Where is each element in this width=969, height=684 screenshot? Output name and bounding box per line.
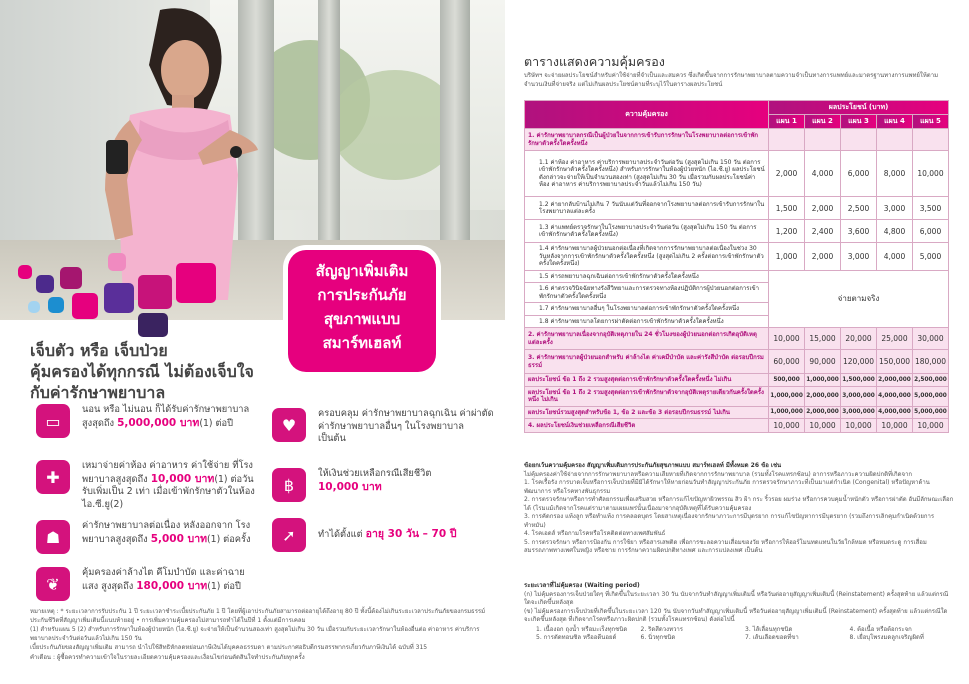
- table-cell-value: 5,000,000: [912, 406, 948, 419]
- table-row: 3. ค่ารักษาพยาบาลผู้ป่วยนอกสำหรับ ค่าล้างไต ค่าเคมีบำบัด และค่ารังสีบำบัด ต่อรอบปีกรมธรรม์ 60,000 90,000 120,000 150,000 180,000: [525, 350, 949, 374]
- table-cell-value: 5,000,000: [912, 386, 948, 406]
- footnotes: [30, 608, 500, 663]
- table-cell-value: 150,000: [877, 350, 913, 374]
- benefit-item: ▭ นอน หรือ ไม่นอน ก็ได้รับค่ารักษาพยาบาล สูงสุดถึง 5,000,000 บาท(1) ต่อปี: [36, 404, 256, 438]
- exclusions: [524, 462, 954, 556]
- table-cell-value: 10,000: [877, 419, 913, 433]
- table-row: 1.3 ค่าแพทย์ตรวจรักษาในโรงพยาบาลประจำวันต่อวัน (สูงสุดไม่เกิน 150 วัน ต่อการเข้าพักรักษาตัวครั้งใดครั้งหนึ่ง) 1,200 2,400 3,600 4,800 6,000: [525, 220, 949, 243]
- table-cell-value: 2,000,000: [805, 406, 841, 419]
- table-row: 1.8 ค่ารักษาพยาบาลโดยการผ่าตัดต่อการเข้าพักรักษาตัวครั้งใดครั้งหนึ่ง: [525, 315, 949, 328]
- table-cell-value: 20,000: [841, 328, 877, 350]
- exclusions-title: ข้อยกเว้นความคุ้มครอง สัญญาเพิ่มเติมการประกันภัยสุขภาพแบบ สมาร์ทเฮลท์ มีทั้งหมด 26 ข้อ เช่น: [524, 462, 782, 469]
- exclusion-item: ไม่คุ้มครองค่าใช้จ่ายจากการรักษาพยาบาลหรือความเสียหายที่เกิดจากการรักษาพยาบาล (รวมทั้งโรคแทรกซ้อน) อาการหรือภาวะความผิดปกติที่เกิดจาก: [524, 470, 913, 478]
- table-cell-value: 15,000: [805, 328, 841, 350]
- table-cell-value: 25,000: [877, 328, 913, 350]
- bubble-line: สุขภาพแบบ: [323, 310, 401, 328]
- list-item: 8. เยื่อบุโพรงมดลูกเจริญผิดที่: [849, 634, 924, 641]
- hospital-bed-icon: ▭: [36, 404, 70, 438]
- table-cell-value: 3,000: [841, 243, 877, 271]
- table-cell-value: 10,000: [841, 419, 877, 433]
- table-cell-value: 4,000,000: [877, 406, 913, 419]
- table-cell-value: 2,000: [769, 151, 805, 197]
- benefit-item: ➚ ทำได้ตั้งแต่ อายุ 30 วัน – 70 ปี: [272, 518, 494, 552]
- product-name-bubble: [288, 250, 436, 372]
- table-row: 1. ค่ารักษาพยาบาลกรณีเป็นผู้ป่วยในจากการเข้ารับการรักษาในโรงพยาบาลต่อการเข้าพักรักษาตัวครั้งใดครั้งหนึ่ง: [525, 129, 949, 151]
- table-row: 4. ผลประโยชน์เงินช่วยเหลือกรณีเสียชีวิต 10,000 10,000 10,000 10,000 10,000: [525, 419, 949, 433]
- plan-header: แผน 3: [841, 115, 877, 129]
- page-headline: [30, 340, 295, 403]
- table-cell-value: 1,500,000: [841, 374, 877, 387]
- table-cell-value: 2,500,000: [912, 374, 948, 387]
- table-cell-value: 120,000: [841, 350, 877, 374]
- table-cell-value: 10,000: [769, 419, 805, 433]
- table-row: ผลประโยชน์ ข้อ 1 ถึง 2 รวมสูงสุดต่อการเข้าพักรักษาตัวจากอุบัติเหตุรายเดียวกันครั้งใดครั้งหนึ่ง ไม่เกิน 1,000,000 2,000,000 3,000,000 4,000,000 5,000,000: [525, 386, 949, 406]
- table-row: 1.7 ค่ารักษาพยาบาลอื่นๆ ในโรงพยาบาลต่อการเข้าพักรักษาตัวครั้งใดครั้งหนึ่ง: [525, 303, 949, 316]
- exclusion-item: 3. การคัดกรอง แท้งลูก หรือทำแท้ง การคลอดบุตร โดยสาเหตุเนื่องจากรักษาภาวะการมีบุตรยาก การแก้ไขปัญหาการมีบุตรยาก (รวมถึงการเลิกคุมกำเนิดด้วยการทำหมัน): [524, 513, 935, 529]
- column-header-benefit: ผลประโยชน์ (บาท): [769, 101, 949, 115]
- coverage-title: ตารางแสดงความคุ้มครอง: [524, 54, 665, 69]
- decorative-tiles: [8, 245, 268, 335]
- exclusion-item: 2. การตรวจรักษาหรือการทำศัลยกรรมเพื่อเสริมสวย หรือการแก้ไขปัญหาผิวพรรณ สิว ฝ้า กระ ริ้วรอย ผมร่วง หรือการควบคุมน้ำหนักตัว หรือการผ่าตัด อันมีลักษณะเลือกได้ (โรมแม้เกิดจากโรคแต่รามาตามเผยแพร่นั้นเนื่องมาจากอุบัติเหตุที่ได้รับความคุ้มครอง: [524, 496, 954, 512]
- table-cell-value: 1,500: [769, 197, 805, 220]
- person-stretcher-icon: ☗: [36, 520, 70, 554]
- table-row: 1.1 ค่าห้อง ค่าอาหาร ค่าบริการพยาบาลประจำวันต่อวัน (สูงสุดไม่เกิน 150 วัน ต่อการเข้าพักรักษาตัวครั้งใดครั้งหนึ่ง) สำหรับการรักษาในห้องผู้ป่วยหนัก (ไอ.ซี.ยู) ผลประโยชน์ดังกล่าวจะจ่ายให้เป็นจำนวนสองเท่า (สูงสุดไม่เกิน 30 วัน เมื่อรวมกับผลประโยชน์ค่าห้อง ค่าอาหาร ค่าบริการพยาบาลประจำวันแล้วไม่เกิน 150 วัน) 2,000 4,000 6,000 8,000 10,000: [525, 151, 949, 197]
- table-row: 1.4 ค่ารักษาพยาบาลผู้ป่วยนอกต่อเนื่องที่เกิดจากการรักษาพยาบาลต่อเนื่องในช่วง 30 วันหลังจากการเข้าพักรักษาตัวครั้งใดครั้งหนึ่ง (สูงสุดไม่เกิน 2 ครั้งต่อการเข้าพักรักษาตัวครั้งใดครั้งหนึ่ง) 1,000 2,000 3,000 4,000 5,000: [525, 243, 949, 271]
- table-cell-value: 3,000,000: [841, 406, 877, 419]
- list-item: 1. เนื้องอก ถุงน้ำ หรือมะเร็งทุกชนิด: [536, 625, 628, 633]
- table-cell-value: 3,000: [877, 197, 913, 220]
- table-cell-value: 4,000,000: [877, 386, 913, 406]
- table-row: 1.2 ค่ายากลับบ้านไม่เกิน 7 วันนับแต่วันที่ออกจากโรงพยาบาลต่อการเข้ารับการรักษาในโรงพยาบาลแต่ละครั้ง 1,500 2,000 2,500 3,000 3,500: [525, 197, 949, 220]
- actual-cost-cell: จ่ายตามจริง: [769, 270, 949, 328]
- coverage-table: [524, 100, 949, 433]
- benefit-item: ♥ ครอบคลุม ค่ารักษาพยาบาลฉุกเฉิน ค่าผ่าตัด ค่ารักษาพยาบาลอื่นๆ ในโรงพยาบาล เป็นต้น: [272, 408, 494, 446]
- column-header-coverage: ความคุ้มครอง: [525, 101, 769, 129]
- table-cell-value: 3,000,000: [841, 386, 877, 406]
- table-cell-value: 10,000: [912, 151, 948, 197]
- table-cell-value: 3,600: [841, 220, 877, 243]
- table-cell-value: 2,000,000: [877, 374, 913, 387]
- list-item: 2. ริดสีดวงทวาร: [640, 625, 684, 633]
- plan-header: แผน 1: [769, 115, 805, 129]
- table-row: 1.6 ค่าตรวจวินิจฉัยทางรังสีวิทยาและการตรวจทางห้องปฏิบัติการผู้ป่วยนอกต่อการเข้าพักรักษาตัวครั้งใดครั้งหนึ่ง: [525, 283, 949, 303]
- table-cell-value: 30,000: [912, 328, 948, 350]
- bubble-line: สัญญาเพิ่มเติม: [315, 262, 409, 280]
- table-cell-value: 10,000: [805, 419, 841, 433]
- table-cell-value: 1,000,000: [769, 406, 805, 419]
- cursor-click-icon: ➚: [272, 518, 306, 552]
- table-cell-value: 10,000: [912, 419, 948, 433]
- plan-header: แผน 5: [912, 115, 948, 129]
- table-cell-value: 6,000: [841, 151, 877, 197]
- benefit-item: ☗ ค่ารักษาพยาบาลต่อเนื่อง หลังออกจาก โรงพยาบาลสูงสุดถึง 5,000 บาท(1) ต่อครั้ง: [36, 520, 256, 554]
- headline-line: กับค่ารักษาพยาบาล: [30, 383, 166, 402]
- table-cell-value: 2,000: [805, 197, 841, 220]
- table-cell-value: 4,000: [877, 243, 913, 271]
- footnote: คำเตือน : ผู้ซื้อควรทำความเข้าใจในรายละเอียดความคุ้มครองและเงื่อนไขก่อนตัดสินใจทำประกันภัยทุกครั้ง: [30, 653, 305, 661]
- footnote: หมายเหตุ : * ระยะเวลาการรับประกัน 1 ปี ระยะเวลาชำระเบี้ยประกันภัย 1 ปี โดยที่ผู้เอาประกันภัยสามารถต่ออายุได้ถึงอายุ 80 ปี ทั้งนี้ต้องไม่เกินระยะเวลาประกันภัยของกรมธรรม์ประกันชีวิตที่สัญญาเพิ่มเติมนี้แนบท้ายอยู่ • การเพิ่มความคุ้มครองไม่สามารถทำได้ในปีที่ 1 ตั้งแต่มีการเคลม: [30, 608, 486, 624]
- headline-line: คุ้มครองได้ทุกกรณี ไม่ต้องเจ็บใจ: [30, 362, 254, 381]
- table-cell-value: 90,000: [805, 350, 841, 374]
- table-row: ผลประโยชน์ ข้อ 1 ถึง 2 รวมสูงสุดต่อการเข้าพักรักษาตัวครั้งใดครั้งหนึ่ง ไม่เกิน 500,000 1,000,000 1,500,000 2,000,000 2,500,000: [525, 374, 949, 387]
- table-cell-value: 1,000,000: [805, 374, 841, 387]
- table-cell-value: 10,000: [769, 328, 805, 350]
- list-item: 5. การตัดทอนซิล หรืออดีนอยด์: [536, 634, 617, 641]
- exclusion-item: 4. โรคเอดส์ หรือกามโรคหรือโรคติดต่อทางเพศสัมพันธ์: [524, 530, 666, 537]
- coverage-intro: บริษัทฯ จะจ่ายผลประโยชน์สำหรับค่าใช้จ่ายที่จำเป็นและสมควร ซึ่งเกิดขึ้นจากการรักษาพยาบาลตามความจำเป็นทางการแพทย์และมาตรฐานทางการแพทย์ให้ตามจำนวนเงินที่จ่ายจริง แต่ไม่เกินผลประโยชน์ตามที่ระบุไว้ในตารางผลประโยชน์: [524, 72, 939, 88]
- kidney-icon: ❦: [36, 567, 70, 601]
- exclusion-item: 1. โรคเรื้อรัง การบาดเจ็บหรือการเจ็บป่วยที่มีมิได้รักษาให้หายก่อนวันทำสัญญาประกันภัย การตรวจรักษาภาวะที่เป็นมาแต่กำเนิด (Congenital) หรือปัญหาด้านพัฒนาการ หรือโรคทางพันธุกรรม: [524, 479, 930, 495]
- table-cell-value: 5,000: [912, 243, 948, 271]
- benefit-list: [30, 402, 500, 607]
- list-item: 6. นิ่วทุกชนิด: [640, 634, 676, 641]
- waiting-item: (ก) ไม่คุ้มครองการเจ็บป่วยใดๆ ที่เกิดขึ้นในระยะเวลา 30 วัน นับจากวันทำสัญญาเพิ่มเติมนี้ หรือวันต่ออายุสัญญาเพิ่มเติมนี้ (Reinstatement) ครั้งสุดท้าย แล้วแต่กรณีใดจะเกิดขึ้นหลังสุด: [524, 590, 949, 606]
- table-cell-value: 500,000: [769, 374, 805, 387]
- table-cell-value: 4,800: [877, 220, 913, 243]
- medical-kit-icon: ✚: [36, 460, 70, 494]
- table-cell-value: 2,000,000: [805, 386, 841, 406]
- waiting-period: [524, 582, 954, 643]
- list-item: 3. ไส้เลื่อนทุกชนิด: [745, 625, 793, 633]
- plan-header: แผน 4: [877, 115, 913, 129]
- headline-line: เจ็บตัว หรือ เจ็บป่วย: [30, 341, 168, 360]
- benefit-item: ❦ คุ้มครองค่าล้างไต คีโมบำบัด และค่าฉายแสง สูงสุดถึง 180,000 บาท(1) ต่อปี: [36, 567, 256, 601]
- waiting-item: (ข) ไม่คุ้มครองการเจ็บป่วยที่เกิดขึ้นในระยะเวลา 120 วัน นับจากวันทำสัญญาเพิ่มเติมนี้ หรือวันต่ออายุสัญญาเพิ่มเติมนี้ (Reinstatement) ครั้งสุดท้าย แล้วแต่กรณีใดจะเกิดขึ้นหลังสุด ที่เกิดจากโรคหรือภาวะผิดปกติ (รวมทั้งโรคแทรกซ้อน) ดังต่อไปนี้: [524, 607, 948, 623]
- benefit-item: ฿ ให้เงินช่วยเหลือกรณีเสียชีวิต 10,000 บาท: [272, 468, 494, 502]
- table-row: 2. ค่ารักษาพยาบาลเนื่องจากอุบัติเหตุภายใน 24 ชั่วโมงของผู้ป่วยนอกต่อการเกิดอุบัติเหตุแต่ละครั้ง 10,000 15,000 20,000 25,000 30,000: [525, 328, 949, 350]
- hand-heart-icon: ♥: [272, 408, 306, 442]
- table-cell-value: 2,400: [805, 220, 841, 243]
- table-row: 1.5 ค่ารถพยาบาลฉุกเฉินต่อการเข้าพักรักษาตัวครั้งใดครั้งหนึ่ง จ่ายตามจริง: [525, 270, 949, 283]
- footnote: (1) สำหรับแผน 5 (2) สำหรับการรักษาในห้องผู้ป่วยหนัก (ไอ.ซี.ยู) จะจ่ายให้เป็นจำนวนสองเท่า สูงสุดไม่เกิน 30 วัน เมื่อรวมกับระยะเวลารักษาในห้องอื่นต่อ ค่าอาหาร ค่าบริการพยาบาลประจำวันต่อวันแล้วไม่เกิน 150 วัน: [30, 626, 480, 642]
- cash-card-icon: ฿: [272, 468, 306, 502]
- table-row: ผลประโยชน์รวมสูงสุดสำหรับข้อ 1, ข้อ 2 และข้อ 3 ต่อรอบปีกรมธรรม์ ไม่เกิน 1,000,000 2,000,000 3,000,000 4,000,000 5,000,000: [525, 406, 949, 419]
- table-cell-value: 2,000: [805, 243, 841, 271]
- table-cell-value: 60,000: [769, 350, 805, 374]
- bubble-line: สมาร์ทเฮลท์: [322, 334, 402, 352]
- plan-header: แผน 2: [805, 115, 841, 129]
- table-cell-value: 4,000: [805, 151, 841, 197]
- list-item: 4. ต้อเนื้อ หรือต้อกระจก: [849, 625, 912, 633]
- waiting-disease-list: [536, 626, 954, 643]
- exclusion-item: 5. การตรวจรักษา หรือการป้องกัน การใช้ยา หรือสารเสพติด เพื่อการชะลอความเสื่อมของวัย หรือการให้ฮอร์โมนทดแทนในวัยใกล้หมด หรือหมดระดู การเสื่อมสมรรถภาพทางเพศในหญิง หรือชาย การรักษาความผิดปกติทางเพศ และการแปลงเพศ เป็นต้น: [524, 538, 927, 554]
- table-cell-value: 1,000: [769, 243, 805, 271]
- table-cell-value: 3,500: [912, 197, 948, 220]
- bubble-line: การประกันภัย: [317, 286, 407, 304]
- table-cell-value: 8,000: [877, 151, 913, 197]
- table-cell-value: 2,500: [841, 197, 877, 220]
- waiting-title: ระยะเวลาที่ไม่คุ้มครอง (Waiting period): [524, 582, 640, 589]
- table-cell-value: 6,000: [912, 220, 948, 243]
- list-item: 7. เส้นเลือดขอดที่ขา: [745, 634, 799, 641]
- table-cell-value: 180,000: [912, 350, 948, 374]
- footnote: เบี้ยประกันภัยของสัญญาเพิ่มเติม สามารถ นำไปใช้สิทธิหักลดหย่อนภาษีเงินได้บุคคลธรรมดา ตามประกาศอธิบดีกรมสรรพากรเกี่ยวกับภาษีเงินได้ ฉบับที่ 315: [30, 644, 428, 651]
- benefit-item: ✚ เหมาจ่ายค่าห้อง ค่าอาหาร ค่าใช้จ่าย ที่โรงพยาบาลสูงสุดถึง 10,000 บาท(1) ต่อวัน รับเพิ่มเป็น 2 เท่า เมื่อเข้าพักรักษาตัวในห้องไอ.ซี.ยู(2): [36, 460, 256, 511]
- right-page: [505, 0, 969, 684]
- table-cell-value: 1,200: [769, 220, 805, 243]
- table-cell-value: 1,000,000: [769, 386, 805, 406]
